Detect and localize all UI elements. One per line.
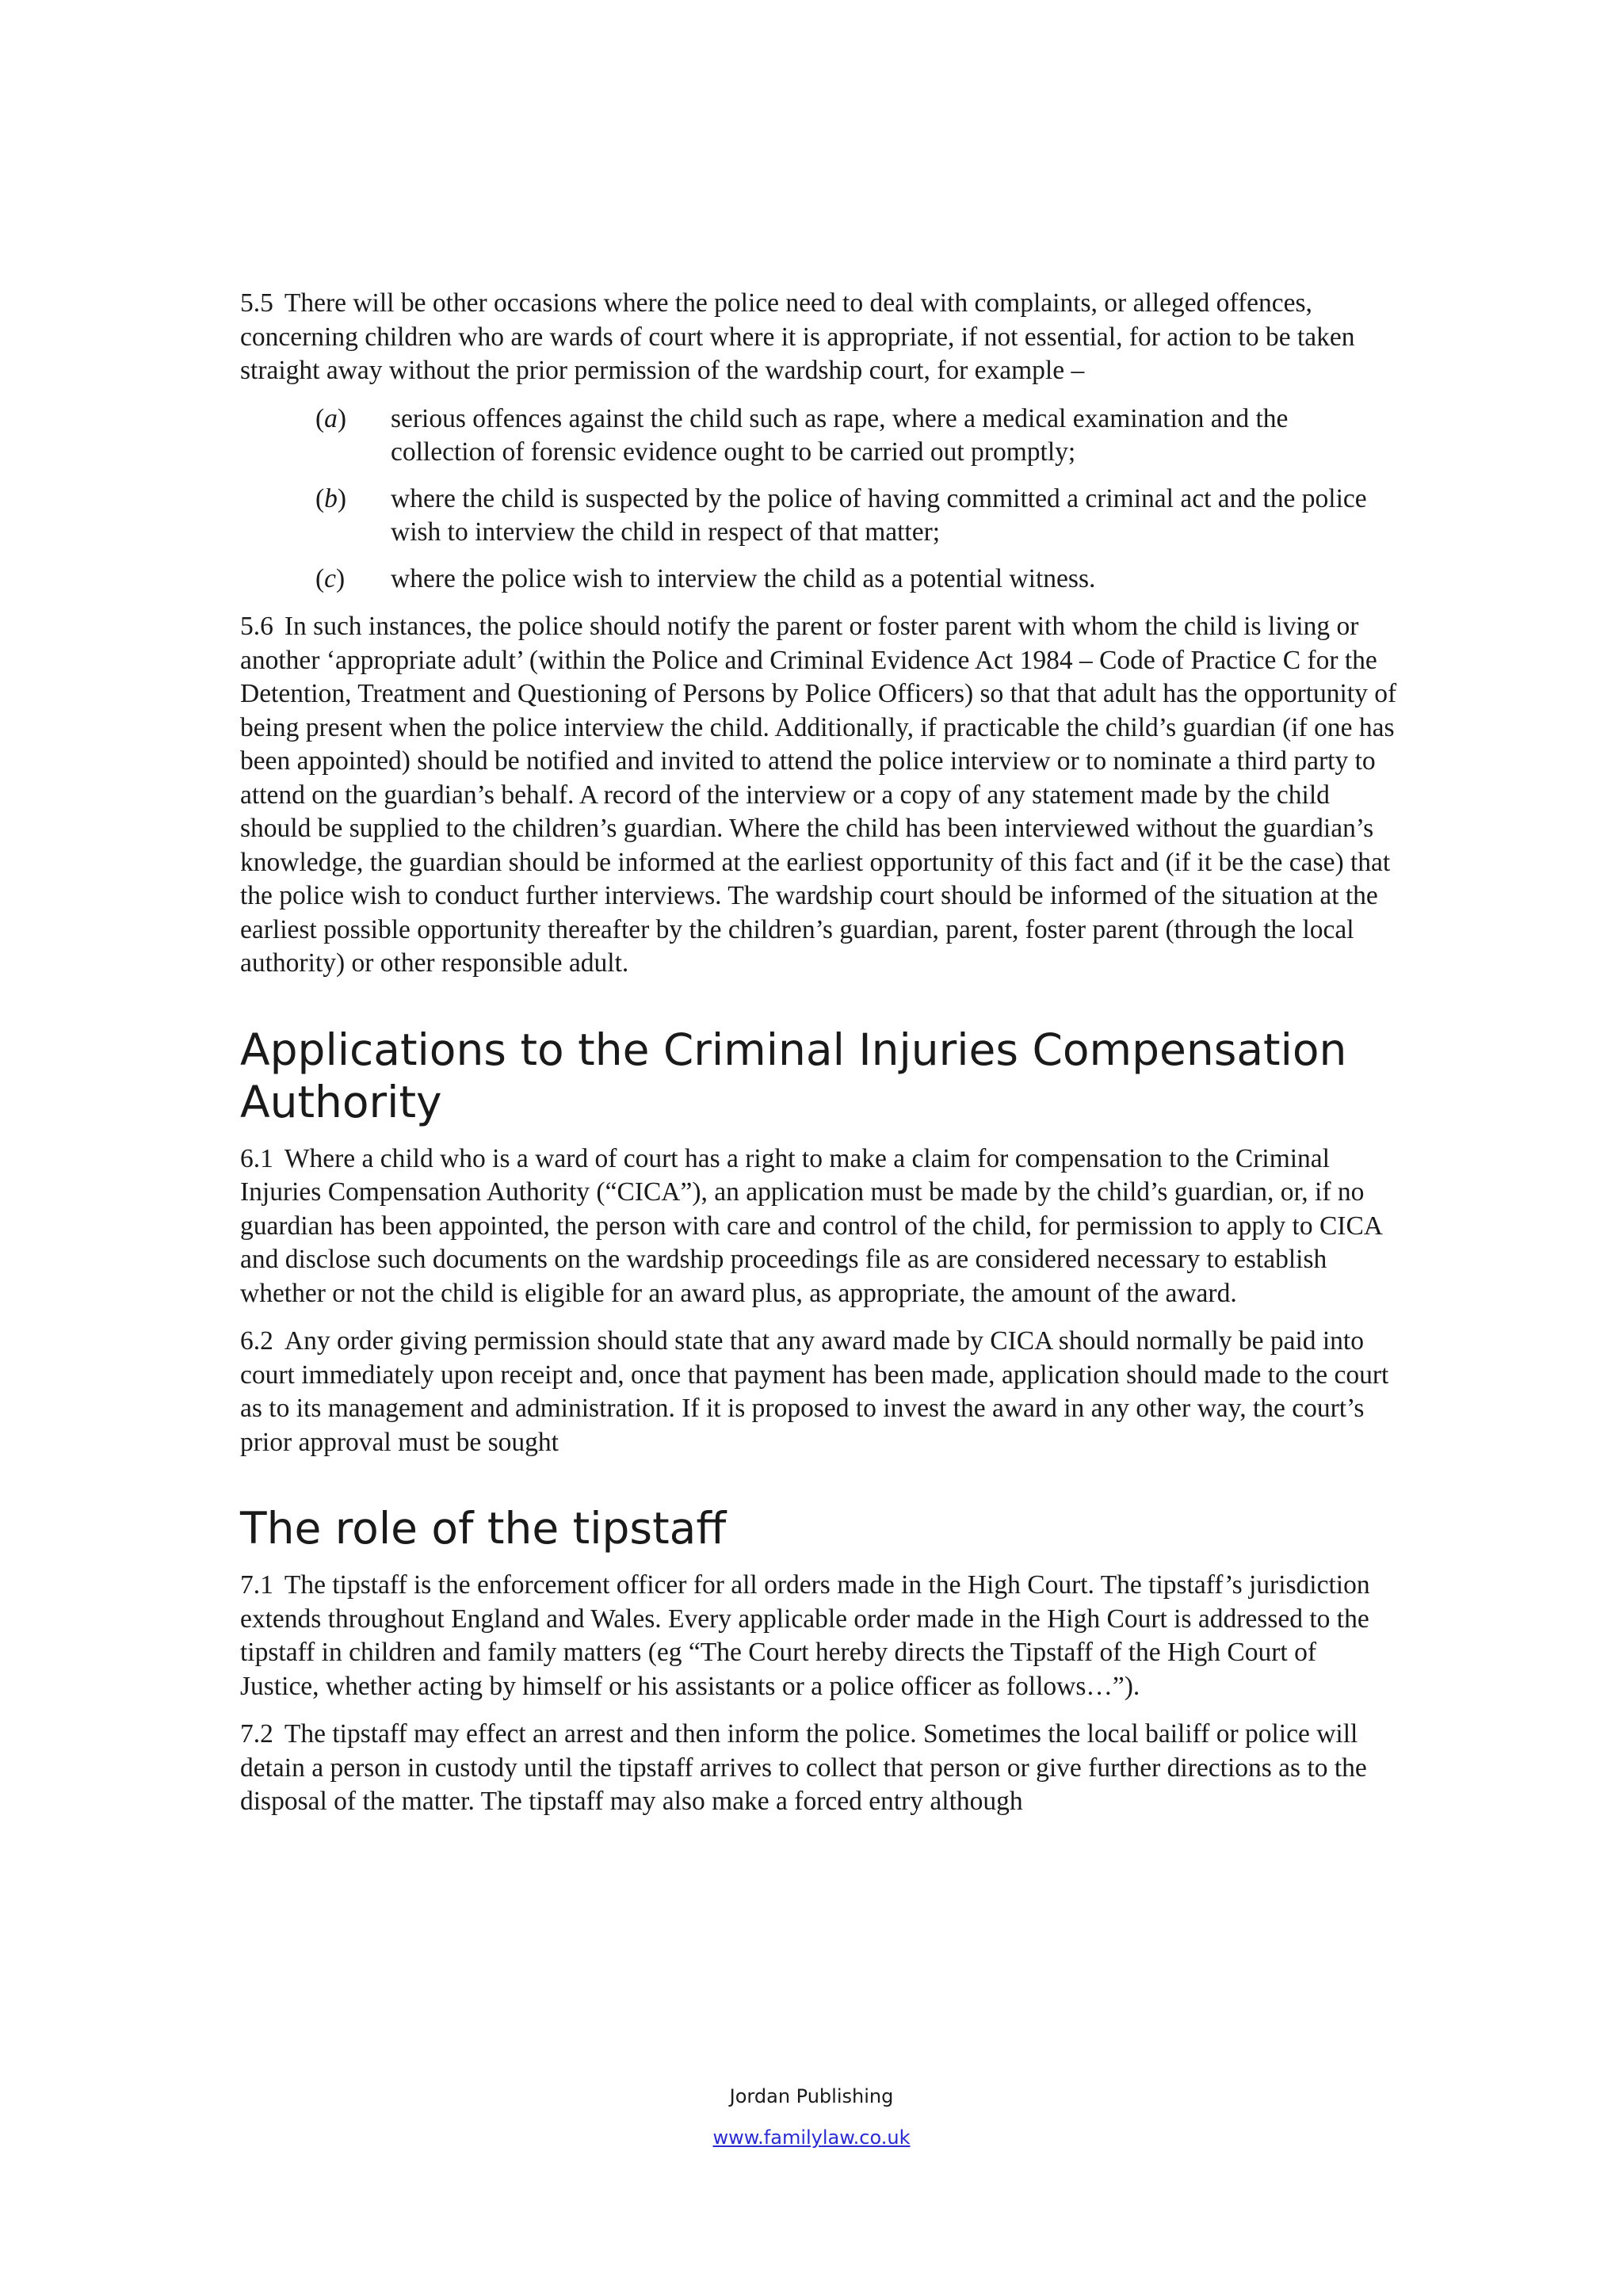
heading-cica: Applications to the Criminal Injuries Compensation Authority	[240, 1024, 1347, 1127]
paragraph-text: Where a child who is a ward of court has a right to make a claim for compensation to the Criminal Injuries Compensation Authority (“CICA”), an application must be made by the child’s guardian, or, if no guardian has been appointed, the person with care and control of the child, for permission to apply to CICA and disclose such documents on the wardship proceedings file as are considered necessary to establish whether or not the child is eligible for an award plus, as appropriate, the amount of the award.	[240, 1143, 1382, 1308]
paragraph-text: The tipstaff is the enforcement officer for all orders made in the High Court. The tipstaff’s jurisdiction extends throughout England and Wales. Every applicable order made in the High Court is addressed to the tipstaff in children and family matters (eg “The Court hereby directs the Tipstaff of the High Court of Justice, whether acting by himself or his assistants or a police officer as follows…”).	[240, 1570, 1370, 1701]
paragraph-number: 7.2	[240, 1719, 273, 1749]
paragraph-number: 6.1	[240, 1143, 273, 1173]
paragraph-number: 7.1	[240, 1570, 273, 1600]
paragraph-5-6	[240, 610, 1399, 981]
footer-website-link[interactable]: www.familylaw.co.uk	[712, 2126, 911, 2149]
example-list	[240, 402, 1399, 597]
paragraph-5-5	[240, 287, 1399, 388]
paragraph-number: 6.2	[240, 1326, 273, 1356]
paragraph-7-1	[240, 1569, 1399, 1703]
list-item-letter: (a)	[315, 403, 347, 433]
paragraph-number: 5.6	[240, 612, 273, 641]
paragraph-6-1	[240, 1142, 1399, 1311]
paragraph-number: 5.5	[240, 288, 273, 318]
paragraph-text: There will be other occasions where the police need to deal with complaints, or alleged offences, concerning children who are wards of court where it is appropriate, if not essential, for action to be taken straight away without the prior permission of the wardship court, for example –	[240, 288, 1355, 385]
heading-tipstaff: The role of the tipstaff	[240, 1503, 727, 1554]
document-page	[240, 287, 1399, 1833]
list-item-text: serious offences against the child such as rape, where a medical examination and the collection of forensic evidence ought to be carried out promptly;	[391, 403, 1289, 467]
paragraph-6-2	[240, 1325, 1399, 1459]
list-item-letter: (c)	[315, 563, 346, 593]
list-item	[240, 402, 1399, 470]
list-item-text: where the child is suspected by the police of having committed a criminal act and the police wish to interview the child in respect of that matter;	[391, 483, 1367, 547]
footer-publisher: Jordan Publishing	[729, 2085, 894, 2107]
list-item	[240, 563, 1399, 597]
paragraph-text: Any order giving permission should state that any award made by CICA should normally be paid into court immediately upon receipt and, once that payment has been made, application should made to the court as to its management and administration. If it is proposed to invest the award in any other way, the court’s prior approval must be sought	[240, 1326, 1389, 1457]
paragraph-7-2	[240, 1718, 1399, 1819]
list-item-letter: (b)	[315, 483, 347, 513]
list-item	[240, 482, 1399, 550]
list-item-text: where the police wish to interview the child as a potential witness.	[391, 563, 1096, 593]
paragraph-text: The tipstaff may effect an arrest and then inform the police. Sometimes the local bailiff or police will detain a person in custody until the tipstaff arrives to collect that person or give further directions as to the disposal of the matter. The tipstaff may also make a forced entry although	[240, 1719, 1367, 1816]
paragraph-text: In such instances, the police should notify the parent or foster parent with whom the child is living or another ‘appropriate adult’ (within the Police and Criminal Evidence Act 1984 – Code of Practice C for the Detention, Treatment and Questioning of Persons by Police Officers) so that that adult has the opportunity of being present when the police interview the child. Additionally, if practicable the child’s guardian (if one has been appointed) should be notified and invited to attend the police interview or to nominate a third party to attend on the guardian’s behalf. A record of the interview or a copy of any statement made by the child should be supplied to the children’s guardian. Where the child has been interviewed without the guardian’s knowledge, the guardian should be informed at the earliest opportunity of this fact and (if it be the case) that the police wish to conduct further interviews. The wardship court should be informed of the situation at the earliest possible opportunity thereafter by the children’s guardian, parent, foster parent (through the local authority) or other responsible adult.	[240, 612, 1397, 978]
